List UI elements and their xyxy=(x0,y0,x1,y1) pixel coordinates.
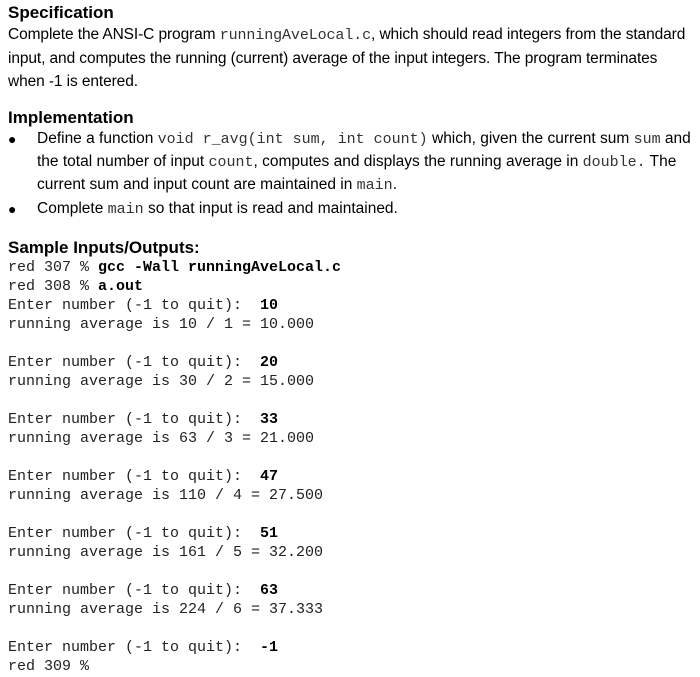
enter-prompt: Enter number (-1 to quit): xyxy=(8,525,261,542)
enter-prompt: Enter number (-1 to quit): xyxy=(8,354,261,371)
console-output: running average is 110 / 4 = 27.500 xyxy=(8,487,324,504)
console-output: running average is 10 / 1 = 10.000 xyxy=(8,316,315,333)
impl-text: . xyxy=(392,176,397,193)
final-shell-prompt: red 309 % xyxy=(8,658,90,675)
user-input: -1 xyxy=(260,639,279,656)
blank-line xyxy=(8,562,694,581)
console-line xyxy=(8,581,694,600)
console-output: running average is 224 / 6 = 37.333 xyxy=(8,601,324,618)
implementation-list xyxy=(8,128,694,222)
blank-line xyxy=(8,505,694,524)
shell-prompt: red 308 % xyxy=(8,278,99,295)
code-double: double. xyxy=(582,154,646,171)
impl-text: which, given the current sum xyxy=(427,130,634,147)
console-output: running average is 161 / 5 = 32.200 xyxy=(8,544,324,561)
implementation-heading: Implementation xyxy=(8,108,134,127)
code-main: main xyxy=(107,201,144,218)
console-line xyxy=(8,524,694,543)
run-command: a.out xyxy=(98,278,144,295)
console-line xyxy=(8,277,694,296)
blank-line xyxy=(8,619,694,638)
blank-line xyxy=(8,391,694,410)
console-output: running average is 30 / 2 = 15.000 xyxy=(8,373,315,390)
specification-text xyxy=(8,23,694,93)
sample-console xyxy=(8,258,694,676)
user-input: 63 xyxy=(260,582,279,599)
impl-text: Complete xyxy=(37,200,108,217)
console-line xyxy=(8,296,694,315)
code-sum: sum xyxy=(633,131,661,148)
impl-text: and the total number of input xyxy=(37,130,691,170)
blank-line xyxy=(8,448,694,467)
function-signature: void r_avg(int sum, int count) xyxy=(157,131,428,148)
implementation-item-1 xyxy=(8,128,694,197)
code-main: main xyxy=(356,177,393,194)
impl-text: The current sum and input count are maintained in xyxy=(37,153,677,193)
specification-heading: Specification xyxy=(8,3,114,22)
user-input: 51 xyxy=(260,525,279,542)
console-line xyxy=(8,467,694,486)
impl-text: , computes and displays the running average in xyxy=(253,153,583,170)
impl-text: Define a function xyxy=(37,130,158,147)
enter-prompt: Enter number (-1 to quit): xyxy=(8,468,261,485)
impl-text: so that input is read and maintained. xyxy=(143,200,398,217)
console-line xyxy=(8,638,694,657)
code-count: count xyxy=(208,154,254,171)
enter-prompt: Enter number (-1 to quit): xyxy=(8,639,261,656)
implementation-item-2 xyxy=(8,198,694,221)
compile-command: gcc -Wall runningAveLocal.c xyxy=(98,259,342,276)
console-line xyxy=(8,410,694,429)
bullet-icon: ● xyxy=(8,131,17,147)
enter-prompt: Enter number (-1 to quit): xyxy=(8,297,261,314)
user-input: 47 xyxy=(260,468,279,485)
bullet-icon: ● xyxy=(8,201,17,217)
console-line xyxy=(8,353,694,372)
console-output: running average is 63 / 3 = 21.000 xyxy=(8,430,315,447)
enter-prompt: Enter number (-1 to quit): xyxy=(8,411,261,428)
spec-text-part: Complete the ANSI-C program xyxy=(8,26,220,43)
sample-io-heading: Sample Inputs/Outputs: xyxy=(8,238,200,257)
user-input: 10 xyxy=(260,297,279,314)
program-filename: runningAveLocal.c xyxy=(219,27,372,44)
blank-line xyxy=(8,334,694,353)
enter-prompt: Enter number (-1 to quit): xyxy=(8,582,261,599)
user-input: 33 xyxy=(260,411,279,428)
console-line xyxy=(8,258,694,277)
user-input: 20 xyxy=(260,354,279,371)
shell-prompt: red 307 % xyxy=(8,259,99,276)
spec-text-part: , which should read integers from the standard input, and computes the running (current) average of the input integers. The program terminates when -1 is entered. xyxy=(8,26,686,90)
